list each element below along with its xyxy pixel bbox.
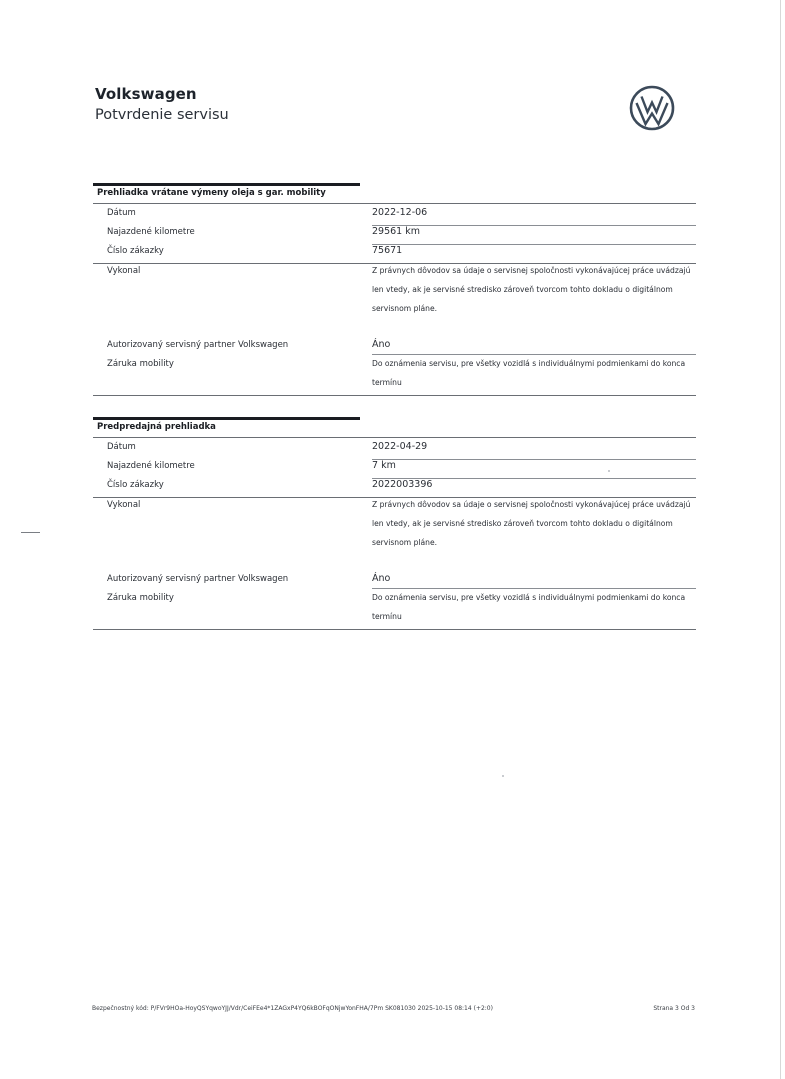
- row-label: Záruka mobility: [107, 593, 174, 603]
- section-divider: [93, 437, 696, 438]
- row-divider: [372, 459, 696, 460]
- row-value: 7 km: [372, 460, 396, 471]
- row-value: 2022003396: [372, 479, 433, 490]
- row-value: Áno: [372, 339, 391, 350]
- row-divider: [372, 225, 696, 226]
- row-label: Najazdené kilometre: [107, 227, 195, 237]
- row-label: Najazdené kilometre: [107, 461, 195, 471]
- section-divider: [93, 203, 696, 204]
- row-value: 2022-04-29: [372, 441, 428, 452]
- row-value: 75671: [372, 245, 403, 256]
- row-value: Do oznámenia servisu, pre všetky vozidlá s individuálnymi podmienkami do konca termínu: [372, 593, 686, 621]
- row-label: Číslo zákazky: [107, 480, 164, 490]
- volkswagen-logo-icon: [629, 85, 675, 131]
- brand-name: Volkswagen: [95, 85, 197, 103]
- scan-edge: [780, 0, 781, 1079]
- section-bar: [93, 183, 360, 186]
- row-divider: [93, 629, 696, 630]
- security-code: Bezpečnostný kód: P/FVr9HOa-HoyQSYqwoYJJ/Vdr/CeiFEe4*1ZAGxP4YQ6kBOFqONjwYonFHA/7Pm SK081030 2025-10-15 08:14 (+2:0): [92, 1005, 493, 1012]
- row-label: Záruka mobility: [107, 359, 174, 369]
- scan-speck: [608, 470, 610, 472]
- row-divider: [372, 244, 696, 245]
- row-value: Áno: [372, 573, 391, 584]
- scan-speck: [502, 775, 504, 777]
- section-bar: [93, 417, 360, 420]
- section-title: Predpredajná prehliadka: [97, 422, 216, 432]
- row-label: Dátum: [107, 442, 136, 452]
- page-number: Strana 3 Od 3: [653, 1005, 695, 1012]
- row-value: Do oznámenia servisu, pre všetky vozidlá s individuálnymi podmienkami do konca termínu: [372, 359, 686, 387]
- row-label: Dátum: [107, 208, 136, 218]
- row-value: 29561 km: [372, 226, 420, 237]
- row-label: Autorizovaný servisný partner Volkswagen: [107, 340, 289, 350]
- row-value: Z právnych dôvodov sa údaje o servisnej spoločnosti vykonávajúcej práce uvádzajú len vtedy, ak je servisné stredisko zároveň tvorcom tohto dokladu o digitálnom servisnom pláne.: [372, 266, 691, 313]
- row-label: Vykonal: [107, 500, 141, 510]
- row-value: Z právnych dôvodov sa údaje o servisnej spoločnosti vykonávajúcej práce uvádzajú len vtedy, ak je servisné stredisko zároveň tvorcom tohto dokladu o digitálnom servisnom pláne.: [372, 500, 691, 547]
- row-label: Číslo zákazky: [107, 246, 164, 256]
- row-label: Autorizovaný servisný partner Volkswagen: [107, 574, 289, 584]
- margin-mark: [21, 532, 40, 533]
- document-title: Potvrdenie servisu: [95, 107, 229, 123]
- section-title: Prehliadka vrátane výmeny oleja s gar. mobility: [97, 188, 326, 198]
- row-value: 2022-12-06: [372, 207, 428, 218]
- row-label: Vykonal: [107, 266, 141, 276]
- row-divider: [93, 395, 696, 396]
